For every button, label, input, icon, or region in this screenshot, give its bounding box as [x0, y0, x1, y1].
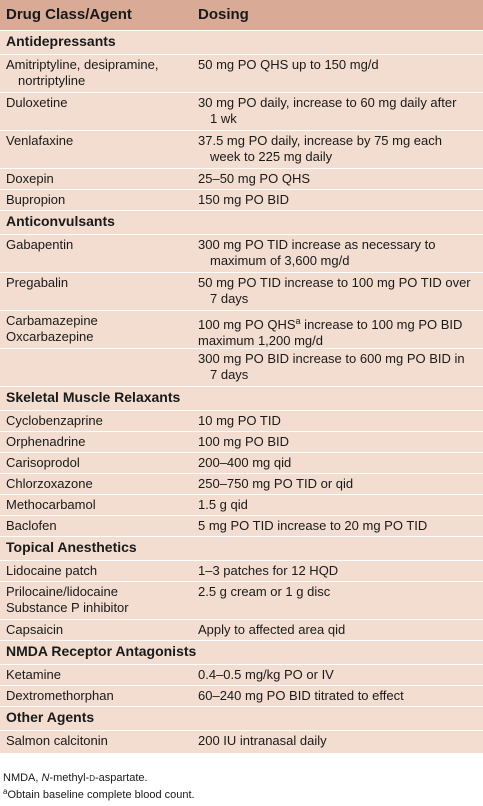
dosing-cell [198, 133, 476, 165]
dosing-text: 50 mg PO QHS up to 150 mg/d [198, 57, 379, 72]
section-heading-row [0, 536, 483, 560]
dosing-text: 2.5 g cream or 1 g disc [198, 584, 331, 599]
dosing-text: 250–750 mg PO TID or qid [198, 476, 354, 491]
dosing-cell [198, 192, 476, 208]
agent-name: Pregabalin [6, 275, 69, 290]
footnote-marker: a [295, 316, 301, 326]
agent-cell [6, 434, 188, 450]
dosing-text: 25–50 mg PO QHS [198, 171, 310, 186]
dosing-text: 100 mg PO BID [198, 434, 290, 449]
section-title: Other Agents [6, 709, 95, 725]
table-row [0, 272, 483, 310]
agent-name: Lidocaine patch [6, 563, 98, 578]
section-title: Topical Anesthetics [6, 539, 137, 555]
dosing-cell [198, 413, 476, 429]
dosing-text: 5 mg PO TID increase to 20 mg PO TID [198, 518, 428, 533]
dosing-text: 200–400 mg qid [198, 455, 292, 470]
agent-cell [6, 192, 188, 208]
agent-cell [6, 497, 188, 513]
dosing-text: 50 mg PO TID increase to 100 mg PO TID over [198, 275, 471, 290]
table-row [0, 92, 483, 130]
section-heading-row [0, 640, 483, 664]
dosing-text: 60–240 mg PO BID titrated to effect [198, 688, 404, 703]
agent-name: Orphenadrine [6, 434, 86, 449]
agent-cell [6, 518, 188, 534]
agent-name: Duloxetine [6, 95, 68, 110]
agent-name: Gabapentin [6, 237, 74, 252]
dosing-text: maximum 1,200 mg/d [198, 333, 323, 348]
agent-name: Bupropion [6, 192, 66, 207]
dosing-text: 100 mg PO QHS$^a$ increase to 100 mg PO BID [198, 316, 463, 332]
agent-name: Methocarbamol [6, 497, 96, 512]
dosing-cell [198, 313, 476, 349]
dosing-text: 1.5 g qid [198, 497, 248, 512]
table-body [0, 30, 483, 753]
dosing-text: 200 IU intranasal daily [198, 733, 327, 748]
dosing-cell [198, 351, 476, 383]
dosing-text: Apply to affected area qid [198, 622, 346, 637]
section-title: Skeletal Muscle Relaxants [6, 389, 181, 405]
dosing-text: 30 mg PO daily, increase to 60 mg daily after [198, 95, 457, 110]
agent-cell [6, 413, 188, 429]
dosing-text: 37.5 mg PO daily, increase by 75 mg each [198, 133, 442, 148]
agent-name: Baclofen [6, 518, 57, 533]
dosing-cell [198, 667, 476, 683]
footnotes [3, 772, 195, 802]
agent-name: Oxcarbazepine [6, 329, 94, 344]
agent-cell [6, 171, 188, 187]
agent-cell [6, 563, 188, 579]
table-row [0, 730, 483, 753]
dosing-cell [198, 497, 476, 513]
dosing-cell [198, 237, 476, 269]
dosing-text: 300 mg PO TID increase as necessary to [198, 237, 436, 252]
footnote-abbreviation: NMDA, N-methyl-d-aspartate. [3, 772, 148, 784]
table-row [0, 310, 483, 348]
agent-name: Cyclobenzaprine [6, 413, 103, 428]
agent-name: Capsaicin [6, 622, 64, 637]
footnote-a: $^a$Obtain baseline complete blood count. [3, 787, 195, 801]
dosing-text: 300 mg PO BID increase to 600 mg PO BID in [198, 351, 465, 366]
agent-name: nortriptyline [18, 73, 86, 88]
table-row [0, 581, 483, 619]
table-row [0, 494, 483, 515]
agent-name: Amitriptyline, desipramine, [6, 57, 159, 72]
table-row [0, 685, 483, 706]
table-row [0, 431, 483, 452]
agent-name: Carbamazepine [6, 313, 98, 328]
agent-cell [6, 275, 188, 291]
section-title: Antidepressants [6, 33, 116, 49]
table-row [0, 619, 483, 640]
table-header-row [0, 0, 483, 30]
table-row [0, 234, 483, 272]
table-row [0, 452, 483, 473]
dosing-text: 1 wk [210, 111, 237, 126]
agent-cell [6, 95, 188, 111]
header-drug-class: Drug Class/Agent [6, 6, 132, 23]
agent-cell [6, 733, 188, 749]
agent-name: Carisoprodol [6, 455, 80, 470]
dosing-cell [198, 518, 476, 534]
dosing-text: 0.4–0.5 mg/kg PO or IV [198, 667, 334, 682]
dosing-cell [198, 688, 476, 704]
dosing-cell [198, 275, 476, 307]
agent-name: Venlafaxine [6, 133, 74, 148]
table-row [0, 560, 483, 581]
agent-cell [6, 622, 188, 638]
dosing-text: 10 mg PO TID [198, 413, 281, 428]
dosing-text: 150 mg PO BID [198, 192, 290, 207]
agent-cell [6, 476, 188, 492]
agent-cell [6, 667, 188, 683]
table-row [0, 515, 483, 536]
dosing-cell [198, 622, 476, 638]
agent-cell [6, 133, 188, 149]
dosing-cell [198, 563, 476, 579]
agent-name: Ketamine [6, 667, 61, 682]
dosing-cell [198, 95, 476, 127]
dosing-cell [198, 171, 476, 187]
agent-cell [6, 584, 188, 616]
table-row [0, 348, 483, 386]
agent-cell [6, 237, 188, 253]
agent-cell [6, 57, 188, 89]
section-heading-row [0, 30, 483, 54]
section-heading-row [0, 386, 483, 410]
agent-cell [6, 688, 188, 704]
header-dosing: Dosing [198, 6, 249, 23]
agent-name: Doxepin [6, 171, 54, 186]
table-row [0, 189, 483, 210]
dosing-cell [198, 455, 476, 471]
dosing-text: 7 days [210, 367, 249, 382]
dosing-text: 7 days [210, 291, 249, 306]
dosing-cell [198, 57, 476, 73]
dosing-cell [198, 584, 476, 600]
table-row [0, 168, 483, 189]
table-row [0, 473, 483, 494]
agent-cell [6, 455, 188, 471]
agent-name: Substance P inhibitor [6, 600, 129, 615]
agent-name: Salmon calcitonin [6, 733, 108, 748]
agent-name: Prilocaine/lidocaine [6, 584, 119, 599]
dosing-cell [198, 733, 476, 749]
table-row [0, 130, 483, 168]
dosing-text: maximum of 3,600 mg/d [210, 253, 350, 268]
section-title: Anticonvulsants [6, 213, 115, 229]
dosing-cell [198, 434, 476, 450]
section-heading-row [0, 210, 483, 234]
section-heading-row [0, 706, 483, 730]
section-title: NMDA Receptor Antagonists [6, 643, 197, 659]
agent-name: Dextromethorphan [6, 688, 114, 703]
dosing-text: week to 225 mg daily [210, 149, 333, 164]
table-row [0, 410, 483, 431]
agent-name: Chlorzoxazone [6, 476, 93, 491]
dosing-text: 1–3 patches for 12 HQD [198, 563, 339, 578]
dosing-cell [198, 476, 476, 492]
table-row [0, 54, 483, 92]
agent-cell [6, 313, 188, 345]
table-row [0, 664, 483, 685]
